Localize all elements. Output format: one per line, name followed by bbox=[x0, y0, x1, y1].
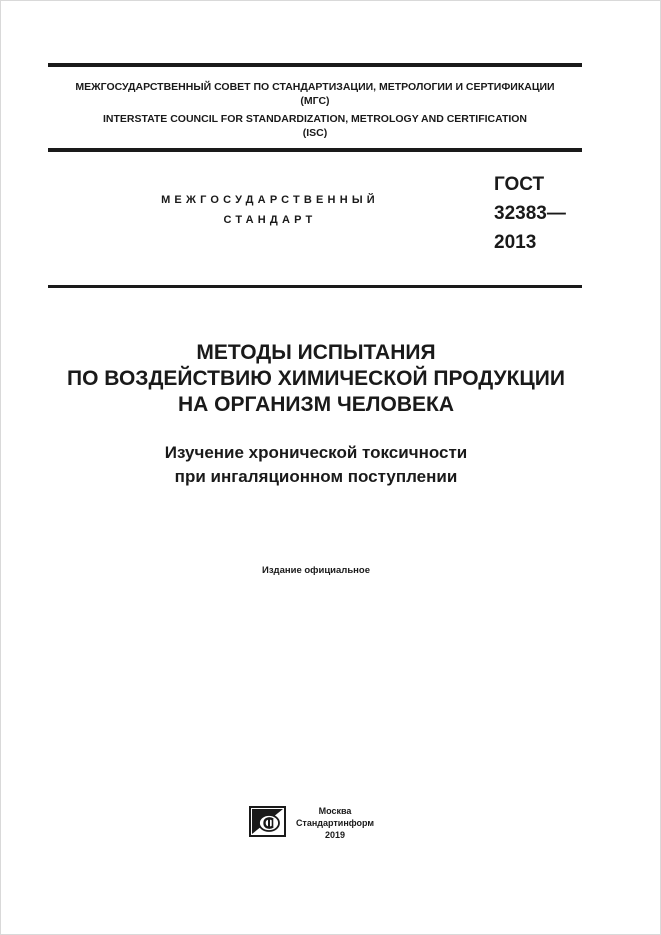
document-subtitle bbox=[0, 441, 632, 489]
top-rule bbox=[48, 63, 582, 67]
imprint-publisher: Стандартинформ bbox=[295, 818, 375, 828]
council-en-line1: INTERSTATE COUNCIL FOR STANDARDIZATION, METROLOGY AND CERTIFICATION bbox=[102, 113, 528, 125]
imprint-year: 2019 bbox=[324, 830, 346, 840]
council-name-en bbox=[48, 112, 582, 140]
imprint bbox=[292, 805, 378, 841]
standard-type-line2: СТАНДАРТ bbox=[223, 214, 317, 226]
standartinform-logo-icon bbox=[249, 806, 286, 837]
standard-type bbox=[130, 190, 410, 230]
title-line2: ПО ВОЗДЕЙСТВИЮ ХИМИЧЕСКОЙ ПРОДУКЦИИ bbox=[67, 367, 565, 390]
lower-rule bbox=[48, 285, 582, 288]
title-line1: МЕТОДЫ ИСПЫТАНИЯ bbox=[196, 341, 436, 364]
title-line3: НА ОРГАНИЗМ ЧЕЛОВЕКА bbox=[178, 393, 454, 416]
council-name-ru bbox=[48, 80, 582, 108]
council-ru-line2: (МГС) bbox=[300, 95, 330, 107]
gost-prefix: ГОСТ bbox=[494, 174, 545, 195]
imprint-city: Москва bbox=[318, 806, 352, 816]
middle-rule bbox=[48, 148, 582, 152]
gost-designation bbox=[494, 170, 566, 257]
gost-year: 2013 bbox=[494, 232, 537, 253]
gost-number: 32383— bbox=[494, 203, 566, 224]
document-title bbox=[0, 340, 632, 418]
edition-note: Издание официальное bbox=[262, 565, 370, 576]
subtitle-line1: Изучение хронической токсичности bbox=[164, 443, 468, 462]
subtitle-line2: при ингаляционном поступлении bbox=[174, 467, 458, 486]
council-ru-line1: МЕЖГОСУДАРСТВЕННЫЙ СОВЕТ ПО СТАНДАРТИЗАЦИИ, МЕТРОЛОГИИ И СЕРТИФИКАЦИИ bbox=[75, 81, 555, 93]
standard-type-line1: МЕЖГОСУДАРСТВЕННЫЙ bbox=[161, 194, 379, 206]
council-en-line2: (ISC) bbox=[302, 127, 328, 139]
